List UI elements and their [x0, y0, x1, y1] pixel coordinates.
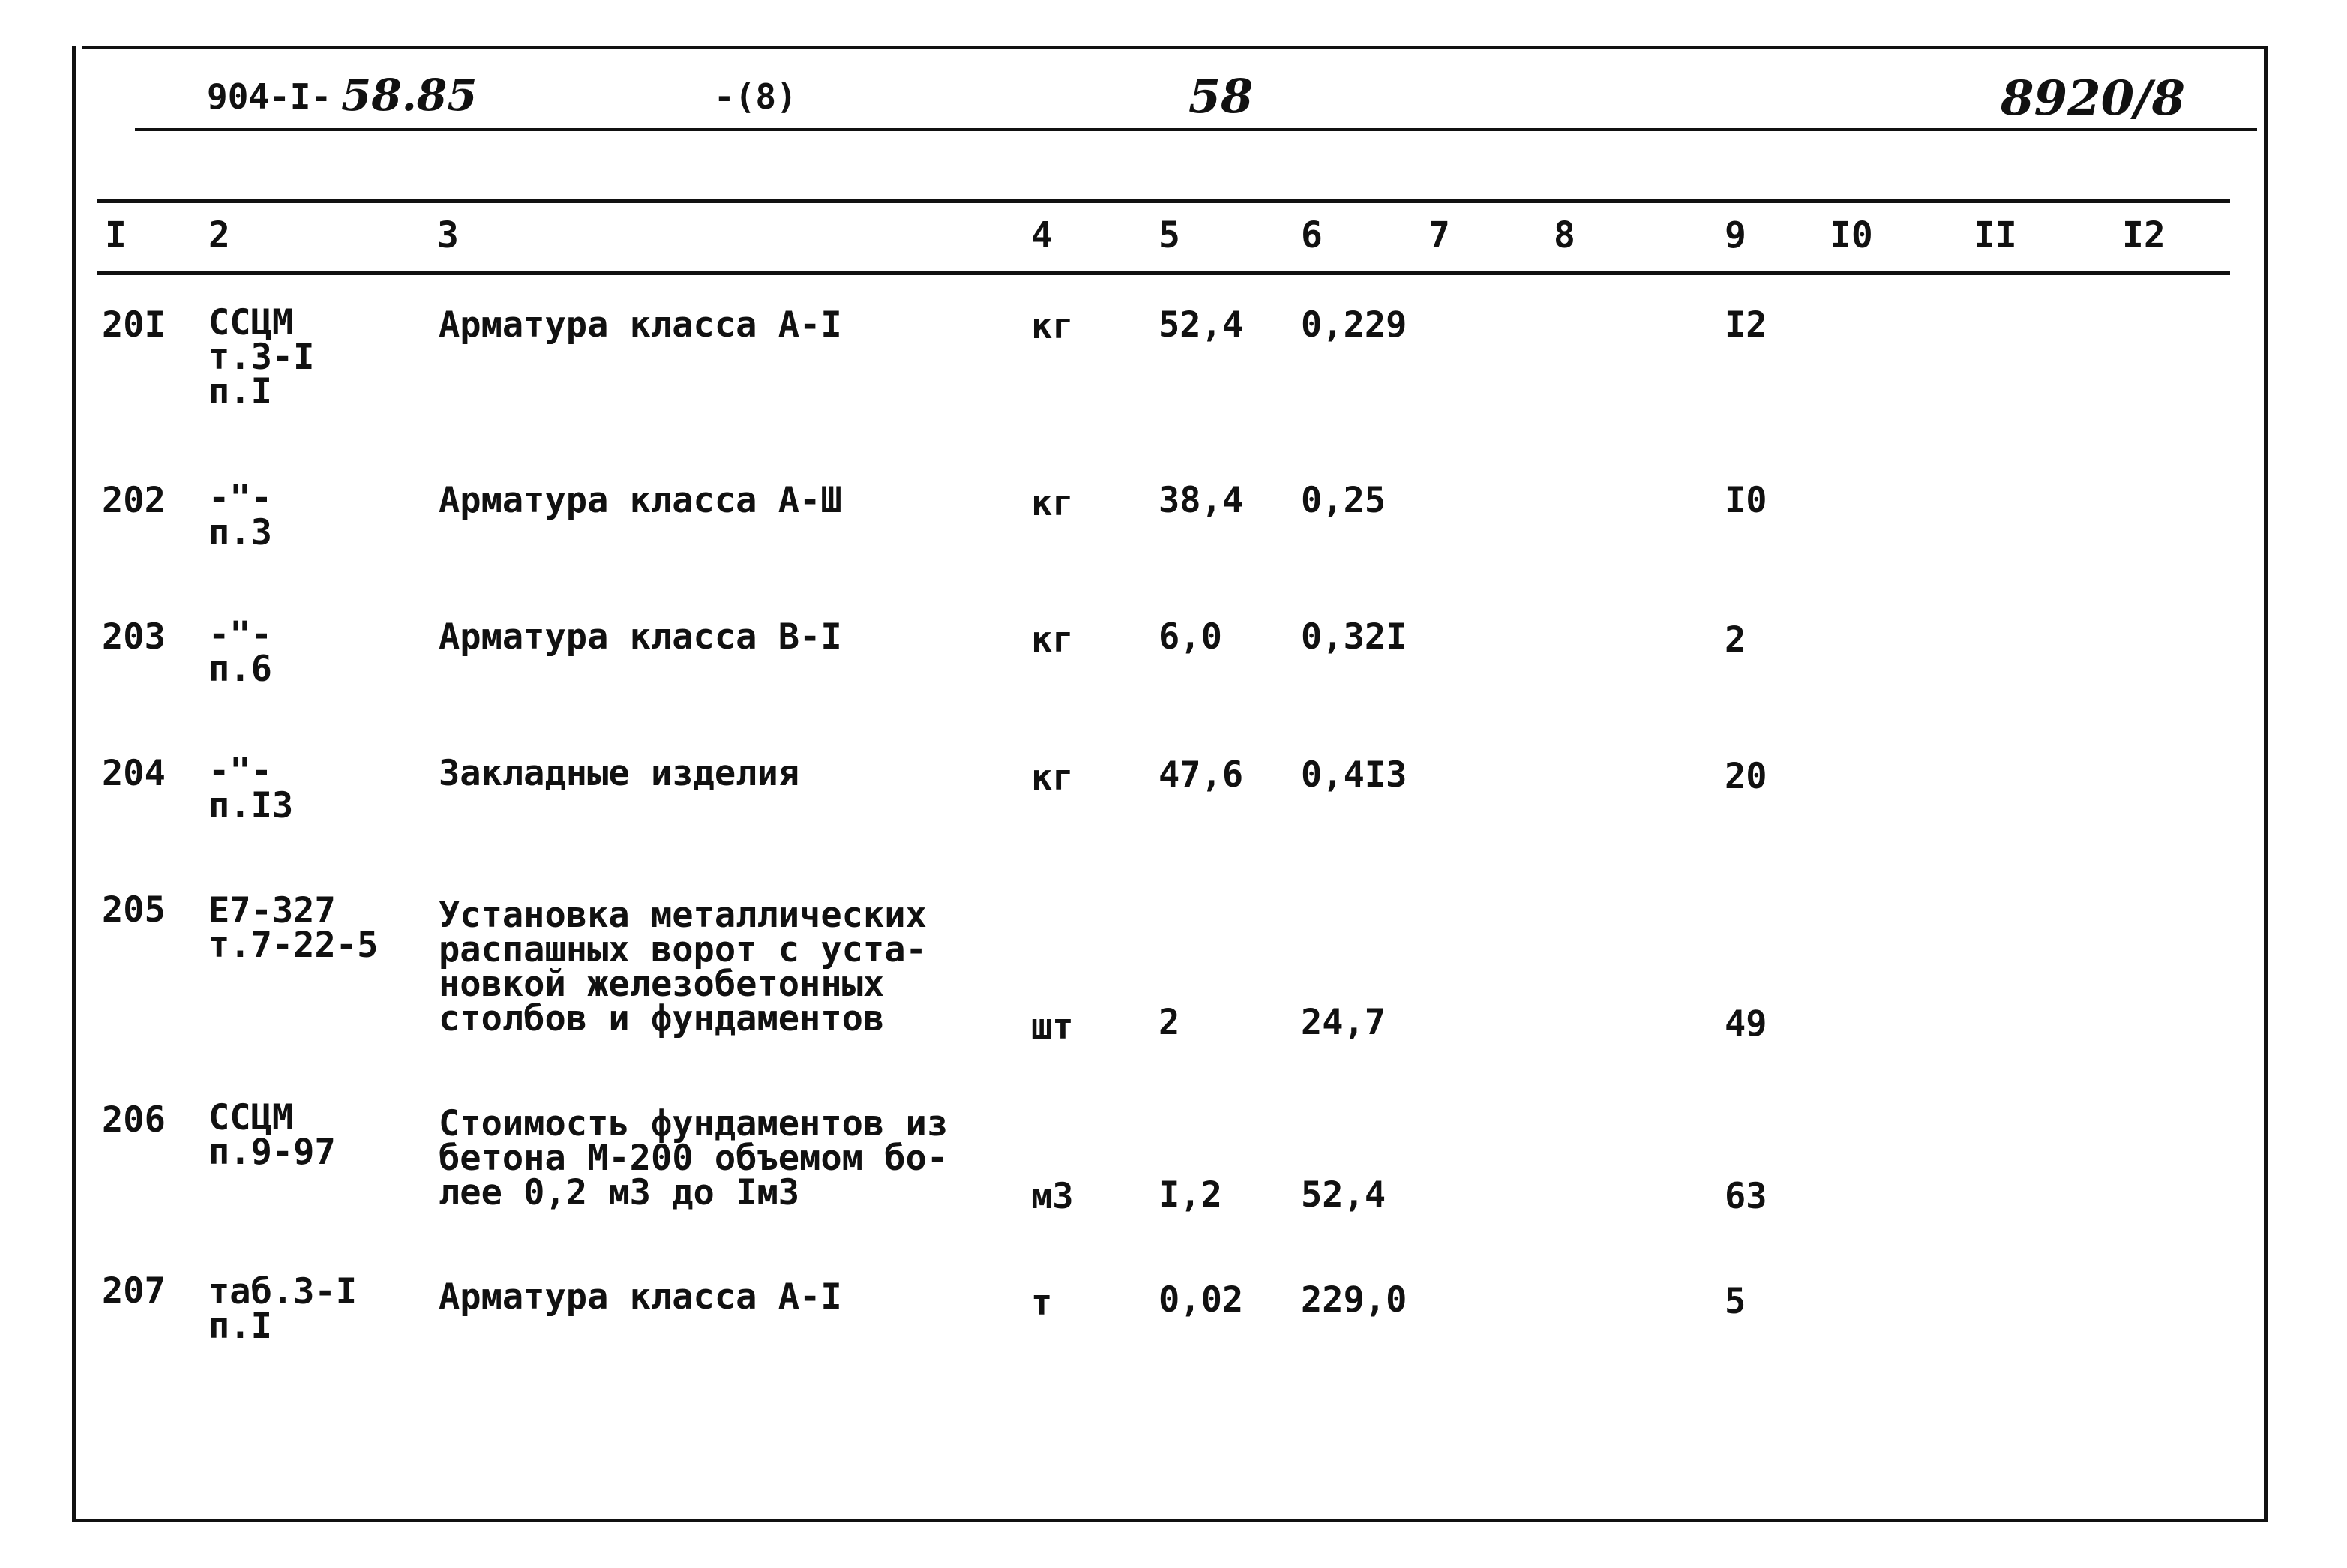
- row-unit: кг: [1031, 619, 1074, 661]
- table-top-line: [97, 199, 2230, 203]
- row-unit: кг: [1031, 306, 1074, 347]
- row-unit-price: 0,229: [1301, 304, 1407, 346]
- row-total: I0: [1725, 480, 1767, 521]
- row-unit: шт: [1031, 1006, 1074, 1048]
- frame-right-border: [2264, 46, 2268, 1522]
- row-total: I2: [1725, 304, 1767, 346]
- row-number: 202: [102, 480, 166, 521]
- frame-top-border: [82, 46, 2266, 49]
- row-total: 20: [1725, 756, 1767, 797]
- row-number: 206: [102, 1099, 166, 1141]
- row-quantity: 38,4: [1159, 480, 1244, 521]
- inventory-number: 8920/8: [2001, 70, 2186, 127]
- row-total: 5: [1725, 1281, 1746, 1322]
- row-description: Арматура класса В-I: [439, 616, 842, 658]
- row-unit-price: 52,4: [1301, 1174, 1386, 1216]
- row-number: 203: [102, 616, 166, 658]
- row-unit-price: 0,25: [1301, 480, 1386, 521]
- row-reference: таб.3-I п.I: [208, 1271, 358, 1348]
- row-reference: ССЦМ т.3-I п.I: [208, 302, 315, 413]
- column-number: 6: [1301, 214, 1323, 256]
- row-unit: т: [1031, 1282, 1053, 1324]
- column-number: 4: [1031, 214, 1053, 256]
- row-quantity: 2: [1159, 1002, 1180, 1043]
- column-number: 5: [1159, 214, 1180, 256]
- frame-bottom-border: [72, 1519, 2268, 1522]
- row-quantity: I,2: [1159, 1174, 1222, 1216]
- row-unit-price: 0,4I3: [1301, 754, 1407, 796]
- row-quantity: 6,0: [1159, 616, 1222, 658]
- row-unit-price: 24,7: [1301, 1002, 1386, 1043]
- row-total: 2: [1725, 619, 1746, 661]
- frame-left-border: [72, 46, 76, 1521]
- row-description: Арматура класса А-Ш: [439, 480, 842, 521]
- column-number: II: [1974, 214, 2017, 256]
- row-description: Установка металлических распашных ворот с уста- новкой железобетонных столбов и фундаментов: [439, 895, 927, 1040]
- row-reference: -"- п.3: [208, 478, 272, 554]
- row-reference: -"- п.6: [208, 614, 272, 691]
- column-number: 3: [437, 214, 459, 256]
- row-description: Арматура класса А-I: [439, 304, 842, 346]
- row-unit: кг: [1031, 757, 1074, 799]
- column-number: 8: [1554, 214, 1575, 256]
- row-unit: м3: [1031, 1176, 1074, 1217]
- row-quantity: 52,4: [1159, 304, 1244, 346]
- column-number: I0: [1830, 214, 1873, 256]
- row-total: 63: [1725, 1176, 1767, 1217]
- column-number: 7: [1428, 214, 1450, 256]
- row-description: Стоимость фундаментов из бетона М-200 объемом бо- лее 0,2 м3 до Iм3: [439, 1103, 949, 1214]
- row-number: 205: [102, 889, 166, 931]
- row-reference: -"- п.I3: [208, 751, 294, 827]
- column-number: I2: [2122, 214, 2166, 256]
- column-number: I: [105, 214, 127, 256]
- row-number: 20I: [102, 304, 166, 346]
- sheet-reference: -(8): [714, 76, 797, 117]
- row-number: 207: [102, 1270, 166, 1312]
- column-header-bottom-line: [97, 271, 2230, 275]
- doc-code-handwritten: 58.85: [341, 70, 478, 121]
- row-number: 204: [102, 753, 166, 794]
- row-reference: ССЦМ п.9-97: [208, 1097, 336, 1174]
- doc-code-prefix: 904-I-: [207, 76, 332, 117]
- row-reference: Е7-327 т.7-22-5: [208, 890, 379, 967]
- row-unit: кг: [1031, 483, 1074, 524]
- row-quantity: 0,02: [1159, 1279, 1244, 1321]
- column-number: 9: [1725, 214, 1746, 256]
- header-divider-line: [135, 128, 2257, 131]
- column-number: 2: [208, 214, 230, 256]
- row-unit-price: 0,32I: [1301, 616, 1407, 658]
- row-description: Закладные изделия: [439, 753, 800, 794]
- row-total: 49: [1725, 1003, 1767, 1045]
- row-quantity: 47,6: [1159, 754, 1244, 796]
- row-unit-price: 229,0: [1301, 1279, 1407, 1321]
- row-description: Арматура класса А-I: [439, 1276, 842, 1318]
- page-number: 58: [1188, 69, 1254, 124]
